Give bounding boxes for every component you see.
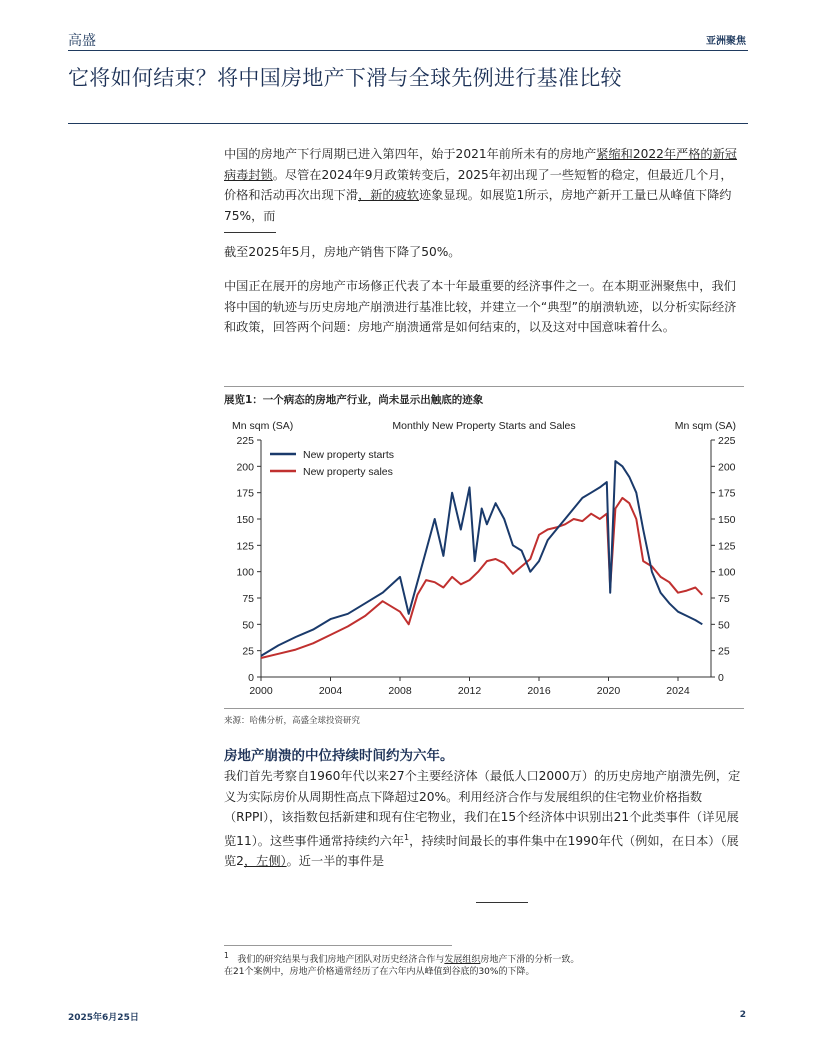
intro-text-c: 迹象显现。如展览1所示，房地产新开工量已从峰值下降约75%，而 — [224, 188, 732, 223]
footnote-divider — [224, 945, 452, 946]
y-tick-label-right: 125 — [718, 540, 736, 553]
x-tick-label: 2024 — [666, 685, 690, 697]
intro-text-a: 中国的房地产下行周期已进入第四年，始于2021年前所未有的房地产 — [224, 147, 597, 161]
series-line-new-property-starts — [261, 461, 702, 656]
footnote-text-a: 我们的研究结果与我们房地产团队对历史经济合作与 — [237, 955, 445, 965]
y-tick-label-right: 225 — [718, 435, 736, 447]
y-tick-label-left: 50 — [242, 619, 254, 632]
intro-paragraph-2: 截至2025年5月，房地产销售下降了50%。 — [224, 245, 461, 259]
brand-logo: 高盛 — [68, 33, 96, 49]
short-divider — [224, 232, 276, 233]
property-chart — [224, 412, 744, 704]
y-tick-label-left: 175 — [236, 487, 254, 500]
intro-link-tightening[interactable]: 紧缩和2022年严格的新冠病毒封锁 — [224, 147, 737, 182]
body-link-exhibit2[interactable]: ，左侧） — [243, 854, 287, 869]
y-tick-label-left: 0 — [248, 672, 254, 684]
y-tick-label-right: 100 — [718, 566, 736, 579]
intro-paragraph-3: 中国正在展开的房地产市场修正代表了本十年最重要的经济事件之一。在本期亚洲聚焦中，我们将中国的轨迹与历史房地产崩溃进行基准比较，并建立一个“典型”的崩溃轨迹，以分析实际经济和政策，回答两个问题：房地产崩溃通常是如何结束的，以及这对中国意味着什么。 — [224, 279, 737, 334]
footnote-ref[interactable]: 1 — [404, 832, 410, 842]
body-paragraph — [224, 766, 744, 872]
body-text-b: ，持续时间最长的事件集中在1990年代（例如，在日本）（展览2 — [224, 833, 739, 869]
section-label: 亚洲聚焦 — [706, 36, 746, 47]
page-number: 2 — [739, 1010, 746, 1020]
x-tick-label: 2012 — [457, 685, 482, 697]
y-axis-label-left: Mn sqm (SA) — [232, 420, 294, 432]
intro-paragraph-1 — [224, 144, 744, 226]
section-subheading: 房地产崩溃的中位持续时间约为六年。 — [224, 748, 454, 764]
intro-link-weakness[interactable]: ，新的疲软 — [358, 188, 419, 202]
y-axis-label-right: Mn sqm (SA) — [674, 420, 736, 432]
chart-title: Monthly New Property Starts and Sales — [392, 420, 576, 432]
page-title: 它将如何结束？将中国房地产下滑与全球先例进行基准比较 — [68, 66, 622, 90]
footer-date: 2025年6月25日 — [68, 1013, 139, 1023]
footnote-line-2: 在21个案例中，房地产价格通常经历了在六年内从峰值到谷底的30%的下降。 — [224, 967, 535, 977]
x-tick-label: 2000 — [249, 685, 273, 697]
y-tick-label-left: 25 — [242, 645, 254, 658]
title-divider — [68, 123, 748, 124]
x-tick-label: 2016 — [527, 685, 551, 697]
footnote-mark: 1 — [224, 951, 229, 960]
series-line-new-property-sales — [261, 498, 702, 658]
body-text-c: 。近一半的事件是 — [286, 854, 385, 869]
exhibit-title: 展览1：一个病态的房地产行业，尚未显示出触底的迹象 — [224, 394, 484, 406]
exhibit-bottom-rule — [224, 708, 744, 709]
y-tick-label-right: 150 — [718, 514, 736, 526]
y-tick-label-right: 175 — [718, 487, 736, 500]
y-tick-label-left: 150 — [236, 514, 254, 526]
x-tick-label: 2020 — [596, 685, 621, 697]
y-tick-label-left: 125 — [236, 540, 254, 553]
body-text-a: 我们首先考察自1960年代以来27个主要经济体（最低人口2000万）的历史房地产崩溃先例，定义为实际房价从周期性高点下降超过20%。利用经济合作与发展组织的住宅物业价格指数（RPPI），该指数包括新建和现有住宅物业，我们在15个经济体中识别出21个此类事件（详见展览11）。这些事件通常持续约六年 — [224, 769, 741, 848]
exhibit-top-rule — [224, 386, 744, 387]
footnote — [224, 950, 744, 978]
legend-label-sales: New property sales — [303, 466, 393, 478]
header-divider — [68, 50, 748, 51]
y-tick-label-left: 225 — [236, 435, 254, 447]
x-tick-label: 2004 — [318, 685, 343, 697]
y-tick-label-left: 75 — [242, 593, 254, 605]
y-tick-label-right: 25 — [718, 645, 730, 658]
y-tick-label-right: 0 — [718, 672, 724, 684]
x-tick-label: 2008 — [388, 685, 412, 697]
y-tick-label-left: 100 — [236, 566, 254, 579]
y-tick-label-right: 200 — [718, 461, 736, 474]
y-tick-label-left: 200 — [236, 461, 254, 474]
intro-text-b: 。尽管在2024年9月政策转变后，2025年初出现了一些短暂的稳定，但最近几个月，价格和活动再次出现下滑 — [224, 167, 733, 202]
mid-divider — [476, 902, 528, 903]
y-tick-label-right: 50 — [718, 619, 730, 632]
legend-label-starts: New property starts — [303, 449, 395, 461]
y-tick-label-right: 75 — [718, 593, 730, 605]
footnote-link[interactable]: 发展组织 — [444, 955, 481, 965]
exhibit-source: 来源：哈佛分析，高盛全球投资研究 — [224, 716, 361, 726]
footnote-text-b: 房地产下滑的分析一致。 — [480, 955, 580, 965]
